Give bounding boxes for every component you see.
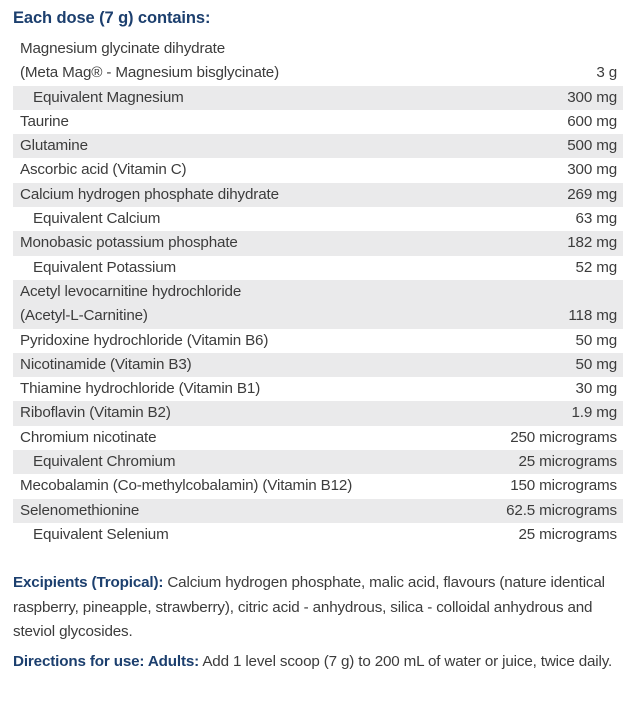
directions-paragraph: [13, 650, 625, 675]
ingredient-amount: 50 mg: [575, 331, 617, 349]
ingredient-name: [20, 256, 176, 280]
ingredient-amount: 25 micrograms: [518, 525, 617, 543]
ingredient-name: [20, 86, 184, 110]
ingredient-name: [20, 499, 139, 523]
ingredients-table: [13, 37, 623, 547]
ingredient-name-line: Magnesium glycinate dihydrate: [20, 40, 226, 57]
ingredient-row: [13, 280, 623, 329]
ingredient-amount: 1.9 mg: [571, 404, 617, 422]
ingredient-row: [13, 207, 623, 231]
ingredient-row: [13, 474, 623, 498]
ingredient-amount: 25 micrograms: [518, 453, 617, 471]
ingredient-row: [13, 110, 623, 134]
ingredient-amount: 62.5 micrograms: [506, 501, 617, 519]
ingredient-name-line: Glutamine: [20, 137, 88, 155]
ingredient-amount: 600 mg: [567, 112, 617, 130]
ingredient-amount: 52 mg: [575, 258, 617, 276]
ingredient-name-line: Nicotinamide (Vitamin B3): [20, 355, 192, 373]
ingredient-amount: 30 mg: [575, 380, 617, 398]
ingredient-name: [20, 426, 156, 450]
ingredient-name: [20, 183, 279, 207]
ingredient-row: [13, 426, 623, 450]
ingredient-name: [20, 207, 160, 231]
ingredient-name-line: Equivalent Potassium: [33, 258, 177, 276]
ingredient-name: [20, 523, 169, 547]
ingredient-row: [13, 37, 623, 86]
excipients-label: Excipients (Tropical):: [13, 574, 164, 591]
ingredient-name-line: Chromium nicotinate: [20, 428, 157, 446]
ingredient-row: [13, 158, 623, 182]
ingredient-amount: 300 mg: [567, 161, 617, 179]
ingredient-name-line: Riboflavin (Vitamin B2): [20, 404, 171, 422]
ingredient-amount: 150 micrograms: [510, 477, 617, 495]
ingredient-row: [13, 183, 623, 207]
ingredient-row: [13, 256, 623, 280]
ingredient-name-line: Equivalent Calcium: [33, 210, 161, 228]
ingredient-row: [13, 499, 623, 523]
dose-heading: Each dose (7 g) contains:: [13, 9, 211, 27]
ingredient-name-line: Equivalent Magnesium: [33, 88, 184, 106]
ingredient-name: [20, 474, 352, 498]
ingredient-row: [13, 353, 623, 377]
ingredient-name: [20, 377, 260, 401]
ingredient-amount: 63 mg: [575, 210, 617, 228]
ingredient-name: [20, 450, 175, 474]
ingredient-name: [20, 401, 171, 425]
ingredient-row: [13, 523, 623, 547]
ingredient-name-line: (Acetyl-L-Carnitine): [20, 307, 148, 325]
ingredient-row: [13, 450, 623, 474]
ingredient-name: [20, 37, 279, 86]
ingredient-row: [13, 377, 623, 401]
ingredient-amount: 118 mg: [568, 307, 617, 325]
directions-label: Directions for use: Adults:: [13, 653, 200, 670]
ingredient-name-line: Thiamine hydrochloride (Vitamin B1): [20, 380, 261, 398]
ingredient-name-line: Taurine: [20, 112, 69, 130]
ingredient-amount: 250 micrograms: [510, 428, 617, 446]
ingredient-name: [20, 280, 241, 329]
ingredient-row: [13, 86, 623, 110]
ingredient-name-line: Mecobalamin (Co-methylcobalamin) (Vitamin B12): [20, 477, 353, 495]
ingredient-row: [13, 134, 623, 158]
ingredient-name-line: Pyridoxine hydrochloride (Vitamin B6): [20, 331, 269, 349]
ingredient-name: [20, 329, 268, 353]
ingredient-name-line: Equivalent Selenium: [33, 525, 169, 543]
excipients-text: Calcium hydrogen phosphate, malic acid, flavours (nature identical raspberry, pineapple, strawberry), citric acid - anhydrous, silica - colloidal anhydrous and steviol glycosides.: [13, 574, 605, 640]
ingredient-name: [20, 353, 192, 377]
ingredient-amount: 300 mg: [567, 88, 617, 106]
ingredient-name-line: Acetyl levocarnitine hydrochloride: [20, 282, 242, 300]
ingredient-row: [13, 329, 623, 353]
directions-text: Add 1 level scoop (7 g) to 200 mL of water or juice, twice daily.: [199, 653, 613, 670]
ingredient-name: [20, 158, 186, 182]
ingredient-name-line: Selenomethionine: [20, 501, 140, 519]
ingredient-name-line: Calcium hydrogen phosphate dihydrate: [20, 185, 279, 203]
ingredient-amount: 182 mg: [567, 234, 617, 252]
ingredient-amount: 3 g: [596, 64, 617, 82]
ingredient-name: [20, 110, 69, 134]
ingredient-name-line: Monobasic potassium phosphate: [20, 234, 238, 252]
ingredient-amount: 269 mg: [567, 185, 617, 203]
ingredient-name: [20, 231, 238, 255]
ingredient-name-line: Equivalent Chromium: [33, 453, 176, 471]
excipients-paragraph: [13, 571, 625, 645]
ingredient-name-line: (Meta Mag® - Magnesium bisglycinate): [20, 64, 280, 82]
ingredient-row: [13, 401, 623, 425]
ingredient-row: [13, 231, 623, 255]
ingredient-amount: 50 mg: [575, 355, 617, 373]
ingredient-name: [20, 134, 88, 158]
ingredient-name-line: Ascorbic acid (Vitamin C): [20, 161, 187, 179]
ingredient-amount: 500 mg: [567, 137, 617, 155]
